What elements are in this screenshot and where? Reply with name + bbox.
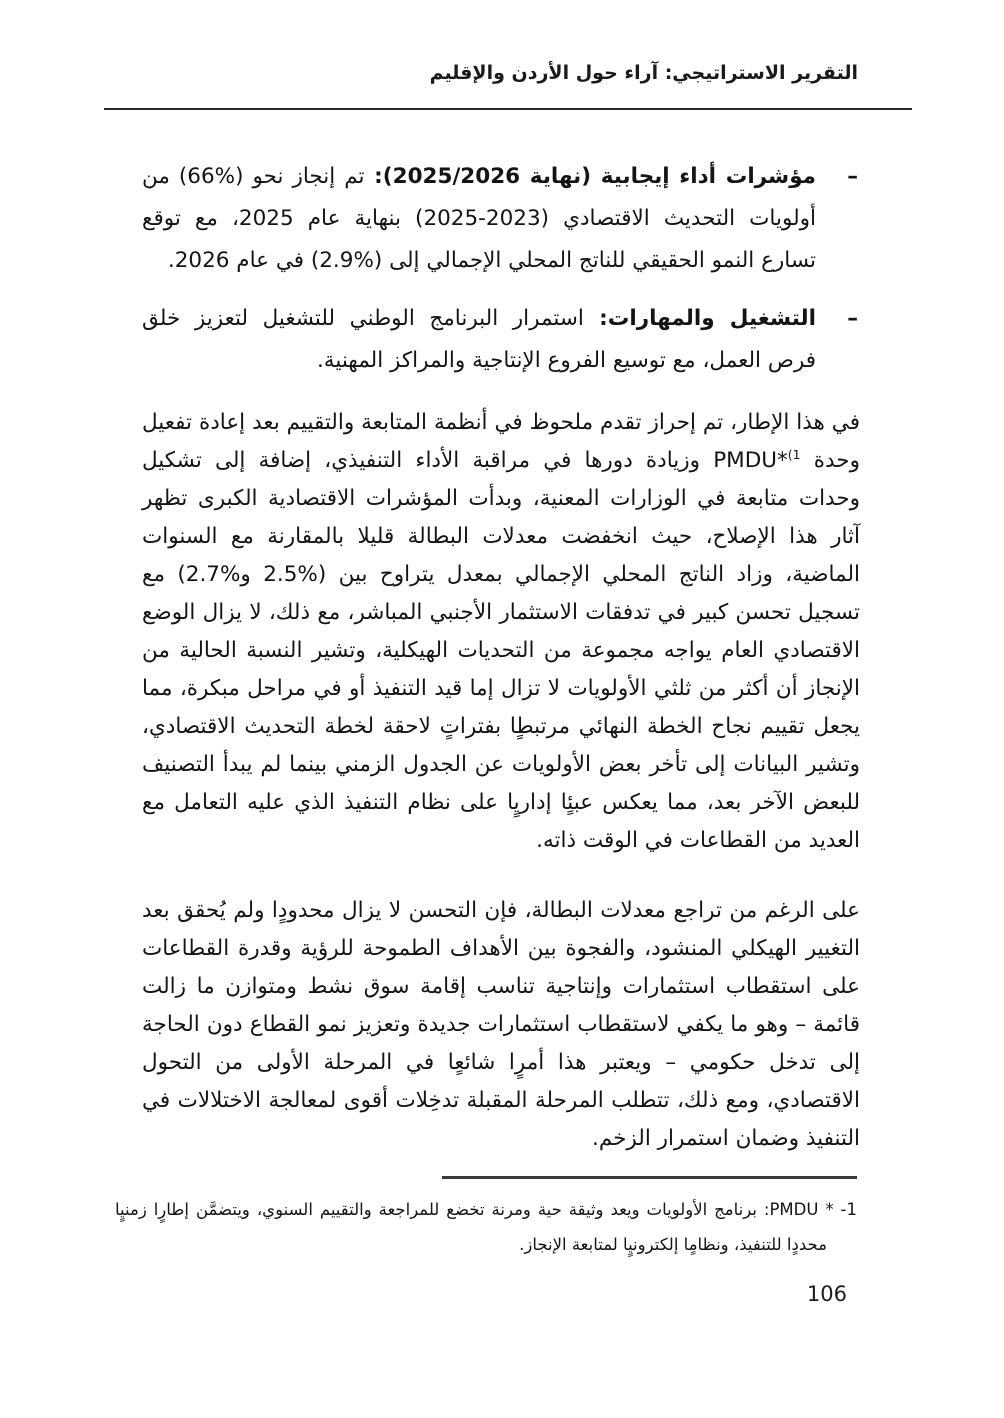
bullet-item-employment-skills (142, 298, 860, 382)
bullet-dash-icon: – (847, 164, 858, 189)
running-header-title: التقرير الاستراتيجي: آراء حول الأردن والإقليم (429, 62, 858, 84)
footnote-separator (442, 1176, 857, 1179)
bullet-body: استمرار البرنامج الوطني للتشغيل لتعزيز خلق فرص العمل، مع توسيع الفروع الإنتاجية والمراكز المهنية. (142, 306, 816, 373)
footnote-text: 1- * PMDU: برنامج الأولويات ويعد وثيقة حية ومرنة تخضع للمراجعة والتقييم السنوي، ويتضمَّن إطارٍا زمنيٍا محددٍا للتنفيذ، ونظامٍا إلكترونيٍا لمتابعة الإنجاز. (115, 1200, 857, 1254)
paragraph-monitoring-progress (142, 404, 860, 860)
paragraph-text-after-ref: وزيادة دورها في مراقبة الأداء التنفيذي، إضافة إلى تشكيل وحدات متابعة في الوزارات المعنية، وبدأت المؤشرات الاقتصادية الكبرى تظهر آثار هذا الإصلاح، حيث انخفضت معدلات البطالة قليلا بالمقارنة مع السنوات الماضية، وزاد الناتج المحلي الإجمالي بمعدل يتراوح بين (%2.5 و%2.7) مع تسجيل تحسن كبير في تدفقات الاستثمار الأجنبي المباشر، مع ذلك، لا يزال الوضع الاقتصادي العام يواجه مجموعة من التحديات الهيكلية، وتشير النسبة الحالية من الإنجاز أن أكثر من ثلثي الأولويات لا تزال إما قيد التنفيذ أو في مراحل مبكرة، مما يجعل تقييم نجاح الخطة النهائي مرتبطٍا بفتراتٍ لاحقة لخطة التحديث الاقتصادي، وتشير البيانات إلى تأخر بعض الأولويات عن الجدول الزمني بينما لم يبدأ التصنيف للبعض الآخر بعد، مما يعكس عبئٍا إداريٍا على نظام التنفيذ الذي عليه التعامل مع العديد من القطاعات في الوقت ذاته. (142, 448, 860, 853)
pmdu-label: PMDU* (713, 448, 788, 473)
bullet-text (142, 298, 816, 382)
page-body (142, 156, 860, 1158)
bullet-body: تم إنجاز نحو (%66) من أولويات التحديث الاقتصادي (2023-2025) بنهاية عام 2025، مع توقع تسارع النمو الحقيقي للناتج المحلي الإجمالي إلى (%2.9) في عام 2026. (142, 164, 816, 273)
footnote-area (115, 1176, 857, 1262)
paragraph-unemployment-assessment: على الرغم من تراجع معدلات البطالة، فإن التحسن لا يزال محدودٍا ولم يُحقق بعد التغيير الهيكلي المنشود، والفجوة بين الأهداف الطموحة للرؤية وقدرة القطاعات على استقطاب استثمارات وإنتاجية تناسب إقامة سوق نشط ومتوازن ما زالت قائمة – وهو ما يكفي لاستقطاب استثمارات جديدة وتعزيز نمو القطاع دون الحاجة إلى تدخل حكومي – ويعتبر هذا أمرٍا شائعٍا في المرحلة الأولى من التحول الاقتصادي، ومع ذلك، تتطلب المرحلة المقبلة تدخِلات أقوى لمعالجة الاختلالات في التنفيذ وضمان استمرار الزخم. (142, 898, 860, 1151)
bullet-dash-icon: – (847, 306, 858, 331)
footnote-marker: (1 (787, 446, 801, 462)
bullet-lead: مؤشرات أداء إيجابية (نهاية 2025/2026): (364, 164, 816, 189)
bullet-text (142, 156, 816, 282)
header-rule (104, 108, 912, 110)
bullet-lead: التشغيل والمهارات: (583, 306, 816, 331)
pmdu-footnote-ref (713, 448, 800, 473)
page-number: 106 (806, 1282, 847, 1306)
paragraph-text-before-ref: في هذا الإطار، تم إحراز تقدم ملحوظ في أنظمة المتابعة والتقييم بعد إعادة تفعيل وحدة (142, 410, 860, 473)
bullet-item-performance-indicators (142, 156, 860, 282)
